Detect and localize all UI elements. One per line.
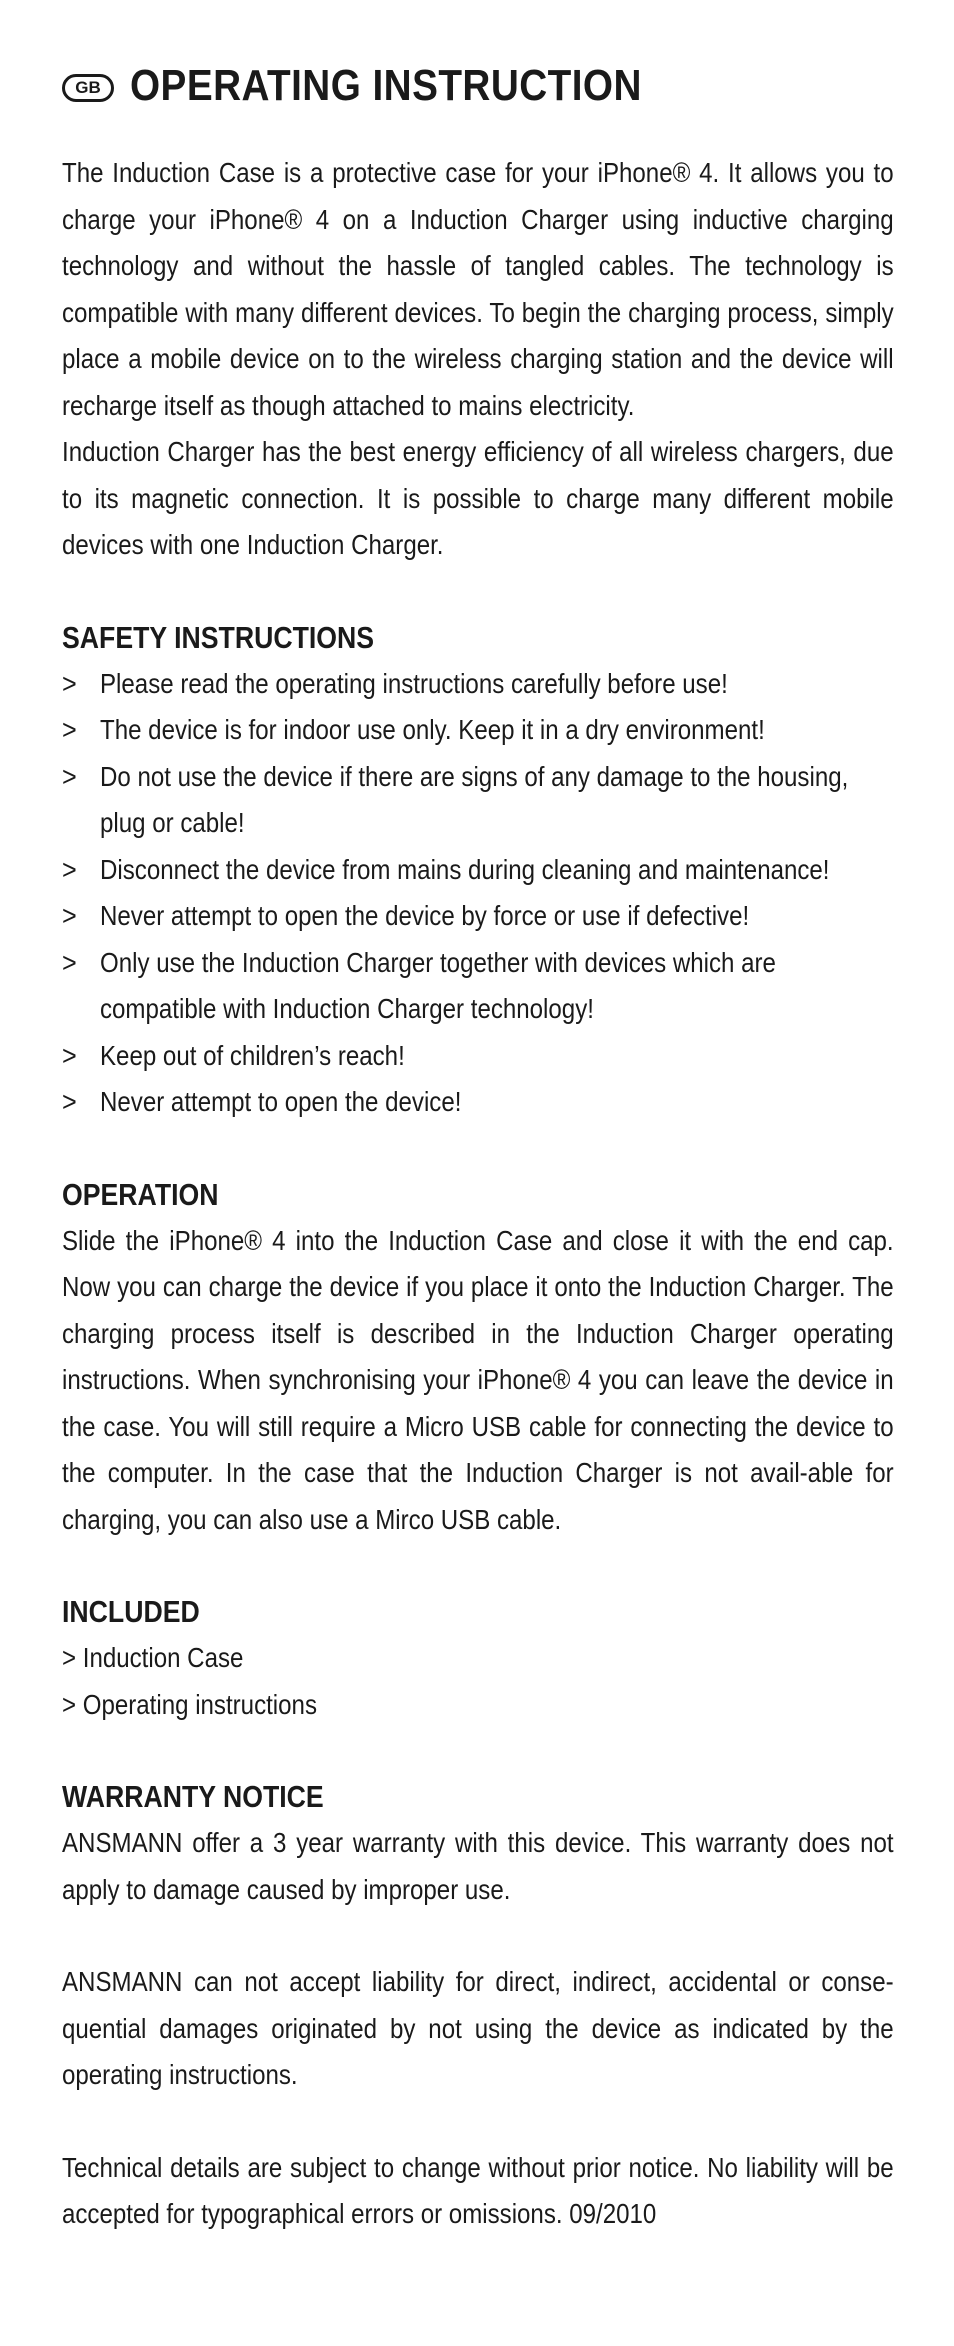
spacer [62,1913,894,1959]
operation-paragraph: Slide the iPhone® 4 into the Induction Case and close it with the end cap. Now you can charge the device if you place it onto the Induction Charger. The charging process itself is described in the Induction Charger operating instructions. When synchronising your iPhone® 4 you can leave the device in the case. You will still require a Micro USB cable for connecting the device to the computer. In the case that the Induction Charger is not avail-able for charging, you can also use a Mirco USB cable. [62,1224,894,1535]
list-item: > Do not use the device if there are signs of any damage to the housing, plug or cable! [62,754,894,847]
list-item: > Operating instructions [62,1688,317,1720]
bullet-marker: > [62,1086,77,1117]
bullet-marker: > [62,760,77,792]
bullet-marker: > [62,667,77,699]
list-item: > Please read the operating instructions carefully before use! [62,661,894,708]
language-badge: GB [62,74,114,102]
list-item: > Keep out of children’s reach! [62,1033,894,1080]
spacer [62,1728,894,1774]
disclaimer-paragraph: Technical details are subject to change without prior notice. No liability will be accepted for typographical errors or omissions. 09/2010 [62,2151,894,2229]
warranty-paragraph-1: ANSMANN offer a 3 year warranty with this device. This warranty does not apply to damage caused by improper use. [62,1827,894,1905]
list-item: > Only use the Induction Charger together with devices which are compatible with Induction Charger technology! [62,940,894,1033]
list-item: > Disconnect the device from mains during cleaning and maintenance! [62,847,894,894]
bullet-marker: > [62,1039,77,1071]
bullet-marker: > [62,946,77,978]
list-item: > Induction Case [62,1642,244,1673]
document-header [62,56,894,116]
list-item: > The device is for indoor use only. Keep it in a dry environment! [62,707,894,754]
bullet-marker: > [62,714,77,745]
spacer [62,1126,894,1172]
intro-paragraph-1: The Induction Case is a protective case for your iPhone® 4. It allows you to charge your iPhone® 4 on a Induction Charger using inductive charging technology and without the hassle of tangled cables. The technology is compatible with many different devices. To begin the charging process, simply place a mobile device on to the wireless charging station and the device will recharge itself as though attached to mains electricity. [62,157,894,421]
bullet-marker: > [62,853,77,885]
list-item: > Never attempt to open the device! [62,1079,894,1126]
page-title: OPERATING INSTRUCTION [130,61,642,110]
operation-heading: OPERATION [62,1176,219,1212]
document-page [62,56,894,2238]
included-heading: INCLUDED [62,1594,200,1629]
liability-paragraph: ANSMANN can not accept liability for direct, indirect, accidental or conse-quential damages originated by not using the device as indicated by the operating instructions. [62,1966,894,2090]
safety-list [62,661,894,1126]
safety-heading: SAFETY INSTRUCTIONS [62,619,375,655]
bullet-marker: > [62,900,77,931]
spacer [62,569,894,615]
spacer [62,2099,894,2145]
included-list [62,1635,894,1728]
intro-paragraph-2: Induction Charger has the best energy efficiency of all wireless chargers, due to its magnetic connection. It is possible to charge many different mobile devices with one Induction Charger. [62,436,894,560]
spacer [62,1543,894,1589]
list-item: > Never attempt to open the device by force or use if defective! [62,893,894,940]
warranty-heading: WARRANTY NOTICE [62,1779,324,1814]
